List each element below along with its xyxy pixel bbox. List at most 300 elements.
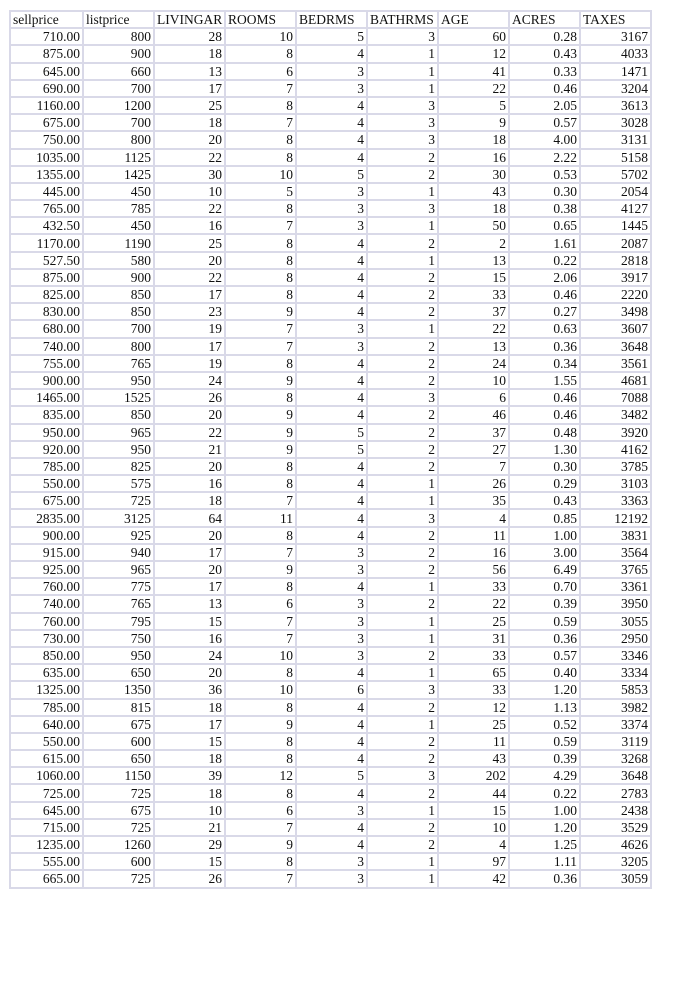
- cell-taxes: 7088: [580, 389, 651, 406]
- cell-livingar: 18: [154, 750, 225, 767]
- cell-taxes: 3950: [580, 595, 651, 612]
- cell-bedrms: 4: [296, 836, 367, 853]
- cell-acres: 0.36: [509, 870, 580, 887]
- table-row: [10, 200, 651, 217]
- cell-rooms: 8: [225, 664, 296, 681]
- cell-taxes: 3268: [580, 750, 651, 767]
- cell-bedrms: 3: [296, 613, 367, 630]
- cell-acres: 2.05: [509, 97, 580, 114]
- cell-bedrms: 3: [296, 853, 367, 870]
- cell-age: 35: [438, 492, 509, 509]
- cell-age: 202: [438, 767, 509, 784]
- cell-acres: 6.49: [509, 561, 580, 578]
- cell-taxes: 3917: [580, 269, 651, 286]
- cell-rooms: 7: [225, 870, 296, 887]
- cell-listprice: 600: [83, 733, 154, 750]
- cell-sellprice: 900.00: [10, 372, 83, 389]
- cell-bathrms: 2: [367, 458, 438, 475]
- table-row: [10, 870, 651, 887]
- cell-livingar: 17: [154, 578, 225, 595]
- cell-bathrms: 1: [367, 870, 438, 887]
- column-header-livingar: LIVINGAR: [154, 11, 225, 28]
- cell-listprice: 750: [83, 630, 154, 647]
- cell-listprice: 900: [83, 269, 154, 286]
- cell-bedrms: 3: [296, 647, 367, 664]
- cell-listprice: 1525: [83, 389, 154, 406]
- cell-acres: 0.34: [509, 355, 580, 372]
- cell-age: 4: [438, 836, 509, 853]
- cell-listprice: 725: [83, 784, 154, 801]
- cell-listprice: 950: [83, 647, 154, 664]
- table-row: [10, 424, 651, 441]
- cell-age: 33: [438, 647, 509, 664]
- cell-taxes: 3607: [580, 320, 651, 337]
- cell-age: 31: [438, 630, 509, 647]
- cell-sellprice: 680.00: [10, 320, 83, 337]
- cell-acres: 2.22: [509, 149, 580, 166]
- cell-rooms: 7: [225, 613, 296, 630]
- cell-sellprice: 835.00: [10, 406, 83, 423]
- cell-livingar: 22: [154, 149, 225, 166]
- table-row: [10, 441, 651, 458]
- cell-age: 26: [438, 475, 509, 492]
- cell-sellprice: 740.00: [10, 595, 83, 612]
- cell-rooms: 7: [225, 544, 296, 561]
- cell-taxes: 3055: [580, 613, 651, 630]
- cell-acres: 0.30: [509, 183, 580, 200]
- cell-sellprice: 665.00: [10, 870, 83, 887]
- cell-rooms: 8: [225, 355, 296, 372]
- cell-listprice: 580: [83, 252, 154, 269]
- cell-rooms: 8: [225, 45, 296, 62]
- cell-rooms: 7: [225, 338, 296, 355]
- cell-rooms: 9: [225, 561, 296, 578]
- cell-age: 56: [438, 561, 509, 578]
- cell-sellprice: 615.00: [10, 750, 83, 767]
- cell-taxes: 3167: [580, 28, 651, 45]
- cell-bedrms: 4: [296, 252, 367, 269]
- cell-sellprice: 715.00: [10, 819, 83, 836]
- cell-listprice: 765: [83, 595, 154, 612]
- cell-rooms: 10: [225, 681, 296, 698]
- cell-taxes: 5702: [580, 166, 651, 183]
- table-row: [10, 853, 651, 870]
- cell-bathrms: 1: [367, 80, 438, 97]
- cell-rooms: 8: [225, 699, 296, 716]
- table-row: [10, 320, 651, 337]
- cell-listprice: 675: [83, 802, 154, 819]
- cell-acres: 0.85: [509, 509, 580, 526]
- cell-livingar: 18: [154, 492, 225, 509]
- cell-listprice: 925: [83, 527, 154, 544]
- cell-age: 97: [438, 853, 509, 870]
- table-row: [10, 63, 651, 80]
- cell-sellprice: 550.00: [10, 733, 83, 750]
- cell-sellprice: 875.00: [10, 269, 83, 286]
- cell-bedrms: 6: [296, 681, 367, 698]
- cell-acres: 1.20: [509, 681, 580, 698]
- cell-bedrms: 4: [296, 784, 367, 801]
- cell-taxes: 3059: [580, 870, 651, 887]
- cell-rooms: 7: [225, 630, 296, 647]
- cell-listprice: 450: [83, 183, 154, 200]
- cell-rooms: 8: [225, 784, 296, 801]
- column-header-rooms: ROOMS: [225, 11, 296, 28]
- cell-taxes: 3648: [580, 338, 651, 355]
- table-row: [10, 681, 651, 698]
- cell-acres: 0.57: [509, 114, 580, 131]
- cell-sellprice: 725.00: [10, 784, 83, 801]
- cell-livingar: 18: [154, 114, 225, 131]
- cell-acres: 0.36: [509, 630, 580, 647]
- cell-livingar: 17: [154, 80, 225, 97]
- table-row: [10, 217, 651, 234]
- cell-sellprice: 675.00: [10, 492, 83, 509]
- cell-livingar: 17: [154, 544, 225, 561]
- cell-sellprice: 875.00: [10, 45, 83, 62]
- cell-sellprice: 925.00: [10, 561, 83, 578]
- cell-taxes: 4127: [580, 200, 651, 217]
- table-row: [10, 372, 651, 389]
- column-header-bathrms: BATHRMS: [367, 11, 438, 28]
- cell-rooms: 12: [225, 767, 296, 784]
- cell-listprice: 850: [83, 406, 154, 423]
- cell-bathrms: 2: [367, 733, 438, 750]
- table-row: [10, 802, 651, 819]
- cell-sellprice: 635.00: [10, 664, 83, 681]
- cell-bedrms: 4: [296, 234, 367, 251]
- cell-bathrms: 2: [367, 269, 438, 286]
- cell-listprice: 700: [83, 320, 154, 337]
- cell-age: 15: [438, 802, 509, 819]
- cell-rooms: 8: [225, 97, 296, 114]
- table-row: [10, 613, 651, 630]
- cell-bathrms: 3: [367, 28, 438, 45]
- cell-acres: 1.20: [509, 819, 580, 836]
- cell-age: 13: [438, 338, 509, 355]
- cell-rooms: 8: [225, 286, 296, 303]
- cell-acres: 1.55: [509, 372, 580, 389]
- cell-taxes: 3529: [580, 819, 651, 836]
- cell-rooms: 9: [225, 441, 296, 458]
- cell-acres: 0.22: [509, 784, 580, 801]
- cell-bedrms: 3: [296, 320, 367, 337]
- cell-sellprice: 445.00: [10, 183, 83, 200]
- cell-age: 10: [438, 372, 509, 389]
- cell-livingar: 17: [154, 286, 225, 303]
- cell-taxes: 4162: [580, 441, 651, 458]
- cell-bathrms: 1: [367, 630, 438, 647]
- cell-age: 22: [438, 595, 509, 612]
- cell-livingar: 30: [154, 166, 225, 183]
- table-row: [10, 750, 651, 767]
- cell-bathrms: 1: [367, 664, 438, 681]
- cell-taxes: 3205: [580, 853, 651, 870]
- cell-age: 24: [438, 355, 509, 372]
- cell-sellprice: 645.00: [10, 63, 83, 80]
- table-row: [10, 647, 651, 664]
- cell-taxes: 3119: [580, 733, 651, 750]
- cell-livingar: 10: [154, 802, 225, 819]
- cell-age: 44: [438, 784, 509, 801]
- cell-age: 12: [438, 699, 509, 716]
- cell-age: 5: [438, 97, 509, 114]
- cell-listprice: 900: [83, 45, 154, 62]
- cell-listprice: 3125: [83, 509, 154, 526]
- cell-acres: 0.46: [509, 406, 580, 423]
- table-row: [10, 699, 651, 716]
- cell-rooms: 9: [225, 372, 296, 389]
- table-row: [10, 767, 651, 784]
- cell-sellprice: 710.00: [10, 28, 83, 45]
- cell-livingar: 16: [154, 630, 225, 647]
- cell-livingar: 15: [154, 853, 225, 870]
- cell-listprice: 1200: [83, 97, 154, 114]
- cell-acres: 0.28: [509, 28, 580, 45]
- cell-acres: 0.27: [509, 303, 580, 320]
- cell-taxes: 5158: [580, 149, 651, 166]
- cell-age: 50: [438, 217, 509, 234]
- cell-bathrms: 3: [367, 114, 438, 131]
- cell-bedrms: 3: [296, 183, 367, 200]
- cell-sellprice: 760.00: [10, 578, 83, 595]
- cell-livingar: 36: [154, 681, 225, 698]
- cell-listprice: 725: [83, 819, 154, 836]
- cell-taxes: 3561: [580, 355, 651, 372]
- cell-sellprice: 1325.00: [10, 681, 83, 698]
- cell-sellprice: 765.00: [10, 200, 83, 217]
- cell-acres: 0.63: [509, 320, 580, 337]
- cell-age: 11: [438, 527, 509, 544]
- cell-bathrms: 2: [367, 544, 438, 561]
- cell-sellprice: 920.00: [10, 441, 83, 458]
- table-body: [10, 28, 651, 887]
- cell-listprice: 575: [83, 475, 154, 492]
- cell-livingar: 20: [154, 252, 225, 269]
- cell-livingar: 18: [154, 784, 225, 801]
- cell-livingar: 20: [154, 131, 225, 148]
- cell-rooms: 8: [225, 131, 296, 148]
- cell-bathrms: 2: [367, 338, 438, 355]
- cell-sellprice: 950.00: [10, 424, 83, 441]
- cell-livingar: 20: [154, 561, 225, 578]
- cell-bathrms: 2: [367, 149, 438, 166]
- cell-sellprice: 1060.00: [10, 767, 83, 784]
- cell-livingar: 18: [154, 699, 225, 716]
- cell-age: 16: [438, 544, 509, 561]
- cell-age: 18: [438, 131, 509, 148]
- cell-bathrms: 1: [367, 492, 438, 509]
- cell-listprice: 450: [83, 217, 154, 234]
- cell-taxes: 2783: [580, 784, 651, 801]
- cell-age: 42: [438, 870, 509, 887]
- cell-acres: 0.39: [509, 750, 580, 767]
- table-row: [10, 131, 651, 148]
- cell-sellprice: 740.00: [10, 338, 83, 355]
- cell-listprice: 1425: [83, 166, 154, 183]
- cell-bathrms: 1: [367, 63, 438, 80]
- cell-rooms: 8: [225, 149, 296, 166]
- cell-age: 10: [438, 819, 509, 836]
- cell-livingar: 25: [154, 97, 225, 114]
- cell-listprice: 1150: [83, 767, 154, 784]
- cell-rooms: 11: [225, 509, 296, 526]
- column-header-acres: ACRES: [509, 11, 580, 28]
- cell-age: 37: [438, 424, 509, 441]
- cell-taxes: 3482: [580, 406, 651, 423]
- cell-taxes: 3831: [580, 527, 651, 544]
- cell-livingar: 19: [154, 320, 225, 337]
- cell-bathrms: 2: [367, 234, 438, 251]
- table-row: [10, 269, 651, 286]
- cell-bathrms: 3: [367, 389, 438, 406]
- cell-listprice: 850: [83, 286, 154, 303]
- cell-rooms: 8: [225, 733, 296, 750]
- cell-livingar: 21: [154, 819, 225, 836]
- cell-listprice: 965: [83, 424, 154, 441]
- cell-sellprice: 690.00: [10, 80, 83, 97]
- cell-sellprice: 760.00: [10, 613, 83, 630]
- cell-acres: 0.46: [509, 389, 580, 406]
- cell-bedrms: 3: [296, 544, 367, 561]
- cell-age: 25: [438, 716, 509, 733]
- table-row: [10, 509, 651, 526]
- cell-bedrms: 4: [296, 131, 367, 148]
- cell-bathrms: 2: [367, 595, 438, 612]
- cell-listprice: 785: [83, 200, 154, 217]
- cell-livingar: 16: [154, 217, 225, 234]
- data-table: [9, 10, 652, 889]
- cell-bathrms: 2: [367, 647, 438, 664]
- cell-age: 7: [438, 458, 509, 475]
- cell-taxes: 3131: [580, 131, 651, 148]
- cell-rooms: 8: [225, 527, 296, 544]
- cell-bedrms: 4: [296, 389, 367, 406]
- cell-rooms: 8: [225, 750, 296, 767]
- table-row: [10, 595, 651, 612]
- cell-acres: 1.61: [509, 234, 580, 251]
- cell-livingar: 64: [154, 509, 225, 526]
- cell-age: 9: [438, 114, 509, 131]
- cell-taxes: 2438: [580, 802, 651, 819]
- cell-bathrms: 2: [367, 441, 438, 458]
- cell-age: 18: [438, 200, 509, 217]
- cell-acres: 4.29: [509, 767, 580, 784]
- cell-sellprice: 550.00: [10, 475, 83, 492]
- table-row: [10, 166, 651, 183]
- cell-listprice: 850: [83, 303, 154, 320]
- cell-acres: 0.36: [509, 338, 580, 355]
- cell-bathrms: 1: [367, 613, 438, 630]
- cell-livingar: 13: [154, 595, 225, 612]
- column-header-bedrms: BEDRMS: [296, 11, 367, 28]
- cell-sellprice: 1160.00: [10, 97, 83, 114]
- cell-listprice: 800: [83, 28, 154, 45]
- cell-age: 12: [438, 45, 509, 62]
- cell-rooms: 6: [225, 595, 296, 612]
- cell-bathrms: 1: [367, 802, 438, 819]
- cell-rooms: 10: [225, 166, 296, 183]
- table-row: [10, 45, 651, 62]
- cell-sellprice: 785.00: [10, 458, 83, 475]
- cell-age: 33: [438, 286, 509, 303]
- cell-acres: 3.00: [509, 544, 580, 561]
- table-row: [10, 492, 651, 509]
- cell-age: 33: [438, 578, 509, 595]
- cell-taxes: 3028: [580, 114, 651, 131]
- cell-sellprice: 730.00: [10, 630, 83, 647]
- table-row: [10, 733, 651, 750]
- cell-livingar: 20: [154, 406, 225, 423]
- table-row: [10, 544, 651, 561]
- cell-bedrms: 5: [296, 28, 367, 45]
- cell-acres: 0.46: [509, 80, 580, 97]
- cell-bedrms: 4: [296, 527, 367, 544]
- cell-rooms: 8: [225, 200, 296, 217]
- header-row: [10, 11, 651, 28]
- table-row: [10, 561, 651, 578]
- cell-bathrms: 2: [367, 750, 438, 767]
- cell-bathrms: 3: [367, 767, 438, 784]
- cell-taxes: 3103: [580, 475, 651, 492]
- cell-acres: 1.00: [509, 802, 580, 819]
- cell-rooms: 7: [225, 819, 296, 836]
- cell-bedrms: 3: [296, 802, 367, 819]
- cell-taxes: 3498: [580, 303, 651, 320]
- cell-sellprice: 1465.00: [10, 389, 83, 406]
- cell-bedrms: 5: [296, 166, 367, 183]
- cell-bedrms: 4: [296, 716, 367, 733]
- cell-taxes: 3785: [580, 458, 651, 475]
- cell-acres: 1.25: [509, 836, 580, 853]
- cell-taxes: 4681: [580, 372, 651, 389]
- cell-acres: 0.53: [509, 166, 580, 183]
- cell-acres: 4.00: [509, 131, 580, 148]
- cell-livingar: 39: [154, 767, 225, 784]
- column-header-listprice: listprice: [83, 11, 154, 28]
- cell-listprice: 1190: [83, 234, 154, 251]
- cell-livingar: 28: [154, 28, 225, 45]
- cell-rooms: 8: [225, 234, 296, 251]
- cell-rooms: 8: [225, 475, 296, 492]
- cell-taxes: 2054: [580, 183, 651, 200]
- cell-acres: 0.46: [509, 286, 580, 303]
- cell-bathrms: 1: [367, 578, 438, 595]
- cell-livingar: 20: [154, 664, 225, 681]
- cell-sellprice: 915.00: [10, 544, 83, 561]
- cell-bedrms: 4: [296, 750, 367, 767]
- cell-bedrms: 3: [296, 630, 367, 647]
- cell-taxes: 1445: [580, 217, 651, 234]
- cell-livingar: 24: [154, 647, 225, 664]
- cell-bedrms: 4: [296, 97, 367, 114]
- cell-taxes: 1471: [580, 63, 651, 80]
- cell-bedrms: 3: [296, 63, 367, 80]
- cell-listprice: 650: [83, 664, 154, 681]
- cell-age: 27: [438, 441, 509, 458]
- cell-livingar: 17: [154, 338, 225, 355]
- cell-age: 11: [438, 733, 509, 750]
- cell-listprice: 815: [83, 699, 154, 716]
- cell-livingar: 23: [154, 303, 225, 320]
- table-row: [10, 527, 651, 544]
- cell-bathrms: 2: [367, 819, 438, 836]
- cell-rooms: 7: [225, 217, 296, 234]
- cell-livingar: 13: [154, 63, 225, 80]
- cell-taxes: 3361: [580, 578, 651, 595]
- cell-listprice: 965: [83, 561, 154, 578]
- cell-listprice: 825: [83, 458, 154, 475]
